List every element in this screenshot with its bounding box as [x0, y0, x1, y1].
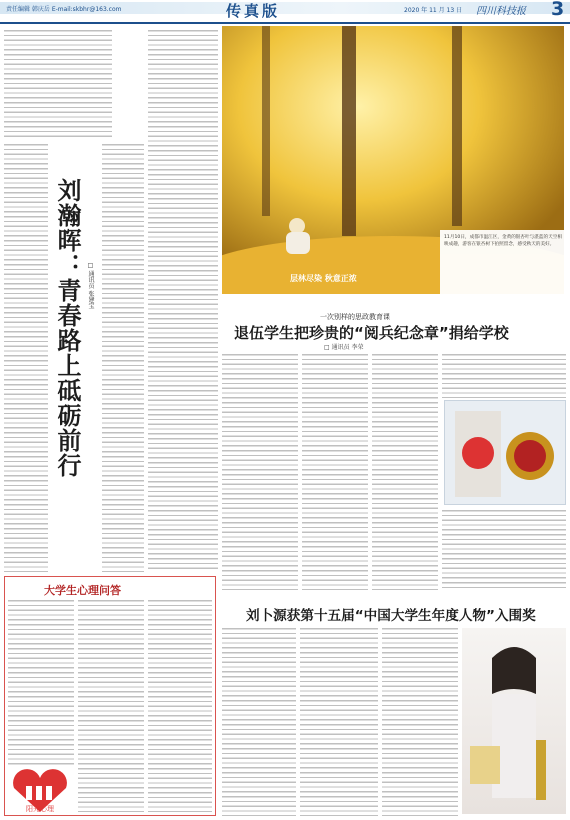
section-title: 传真版 [226, 2, 281, 20]
story2-headline: 退伍学生把珍贵的“阅兵纪念章”捐给学校 [234, 324, 509, 342]
story3-headline: 刘卜源获第十五届“中国大学生年度人物”入围奖 [246, 608, 536, 624]
story2-byline: □ 通讯员 李荣 [324, 344, 364, 351]
story2-body-3 [372, 354, 438, 590]
psych-body-1 [8, 600, 74, 766]
story2-body-4 [442, 354, 566, 398]
story1-body-mid [102, 144, 144, 572]
story2-body-2 [302, 354, 368, 590]
story1-body-left [4, 144, 48, 572]
photo-note-text: 11月10日，成都市温江区，金黄的银杏叶与湛蓝的天空相映成趣，游客在银杏树下拍照留念，感受秋天的美好。 [444, 235, 562, 248]
newspaper-logo: 四川科技报 [476, 6, 526, 17]
winner-portrait-icon [462, 628, 566, 814]
story1-title-line2: 青春路上砥砺前行 [53, 278, 82, 478]
photo-note [440, 230, 566, 294]
story2-body-5 [442, 510, 566, 590]
page-header [0, 0, 570, 24]
story3-body-1 [222, 628, 296, 816]
psych-body-3 [148, 600, 212, 812]
story3-body-2 [300, 628, 378, 816]
psych-box-title: 大学生心理问答 [44, 584, 121, 597]
commemorative-medal-icon [445, 401, 567, 506]
photo-caption: 层林尽染 秋意正浓 [290, 274, 357, 283]
story1-title-line1: 刘瀚晖 [53, 178, 82, 253]
story1-body-right [148, 30, 218, 572]
story2-kicker: 一次别样的思政教育课 [320, 313, 390, 321]
issue-date: 2020 年 11 月 13 日 [404, 7, 463, 14]
story3-body-3 [382, 628, 458, 816]
girl-figure [289, 218, 305, 234]
story1-title: 刘瀚晖：青春路上砥砺前行 [53, 178, 82, 478]
header-meta: 责任编辑 韩庆岳 E-mail:skbhr@163.com [6, 6, 122, 13]
psych-logo-label: 阳光心理 [26, 805, 54, 813]
medal-photo [444, 400, 566, 505]
psych-body-2 [78, 600, 144, 812]
award-winner-photo [462, 628, 566, 814]
story1-body-top [4, 30, 112, 140]
story1-byline: □ 通讯员 张建宝 [87, 262, 94, 309]
story2-body-1 [222, 354, 298, 590]
page-number: 3 [551, 0, 565, 20]
